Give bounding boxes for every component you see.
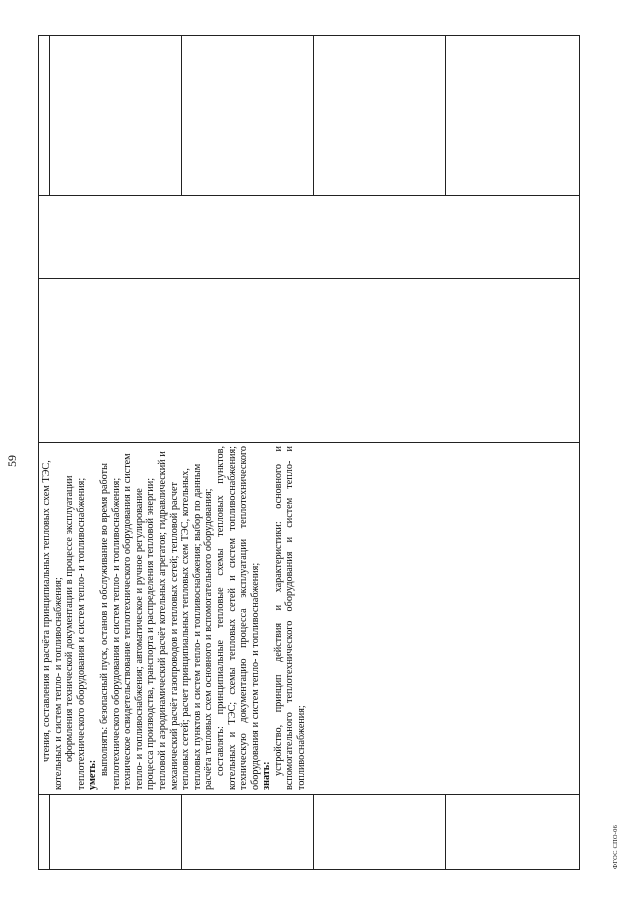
table-cell-empty (49, 36, 181, 196)
znat-label: знать: (261, 761, 273, 790)
content-paragraph-1: чтения, составления и расчёта принципиальных тепловых схем ТЭС, котельных и систем тепло- и топливоснабжения; (41, 460, 64, 790)
umet-label: уметь: (87, 759, 99, 790)
table-cell-empty (314, 36, 446, 196)
table-cell-empty (181, 795, 313, 870)
table-cell-empty (446, 36, 580, 196)
table-row (39, 36, 50, 870)
table-cell-empty (181, 36, 313, 196)
table-cell-empty (39, 196, 580, 279)
table-cell-empty (39, 36, 50, 196)
page-number: 59 (5, 455, 19, 467)
content-paragraph-2: оформления технической документации в процессе эксплуатации теплотехнического оборудования и систем тепло- и топливоснабжения; (64, 475, 87, 790)
content-paragraph-4: составлять: принципиальные тепловые схемы тепловых пунктов, котельных и ТЭС; схемы тепловых сетей и систем топливоснабжения; техническую документацию процесса эксплуатации теплотехнического оборудования и систем тепло- и топливоснабжения; (214, 446, 261, 790)
document-code: ФГОС СПО-06 (612, 824, 619, 869)
table-cell-empty (446, 795, 580, 870)
table-cell-empty (314, 795, 446, 870)
competency-content-cell (39, 443, 580, 795)
content-paragraph-3: выполнять: безопасный пуск, останов и обслуживание во время работы теплотехнического оборудования и систем тепло- и топливоснабжения; техническое освидетельствование теплотехнического оборудования и систем тепло- и топливоснабжения; автоматическое и ручное регулирование процесса производства, транспорта и распределения тепловой энергии; тепловой и аэродинамический расчёт котельных агрегатов; гидравлический и механический расчёт газопроводов и тепловых сетей; тепловой расчет тепловых сетей; расчет принципиальных тепловых схем ТЭС, котельных, тепловых пунктов и систем тепло- и топливоснабжения; выбор по данным расчёта тепловых схем основного и вспомогательного оборудования; (98, 451, 215, 790)
table-cell-empty (39, 795, 50, 870)
content-paragraph-5: устройство, принцип действия и характеристики: основного и вспомогательного теплотехнического оборудования и систем тепло- и топливоснабжения; (272, 446, 308, 790)
table-cell-empty (39, 279, 580, 443)
document-table (38, 35, 580, 870)
table-cell-empty (49, 795, 181, 870)
